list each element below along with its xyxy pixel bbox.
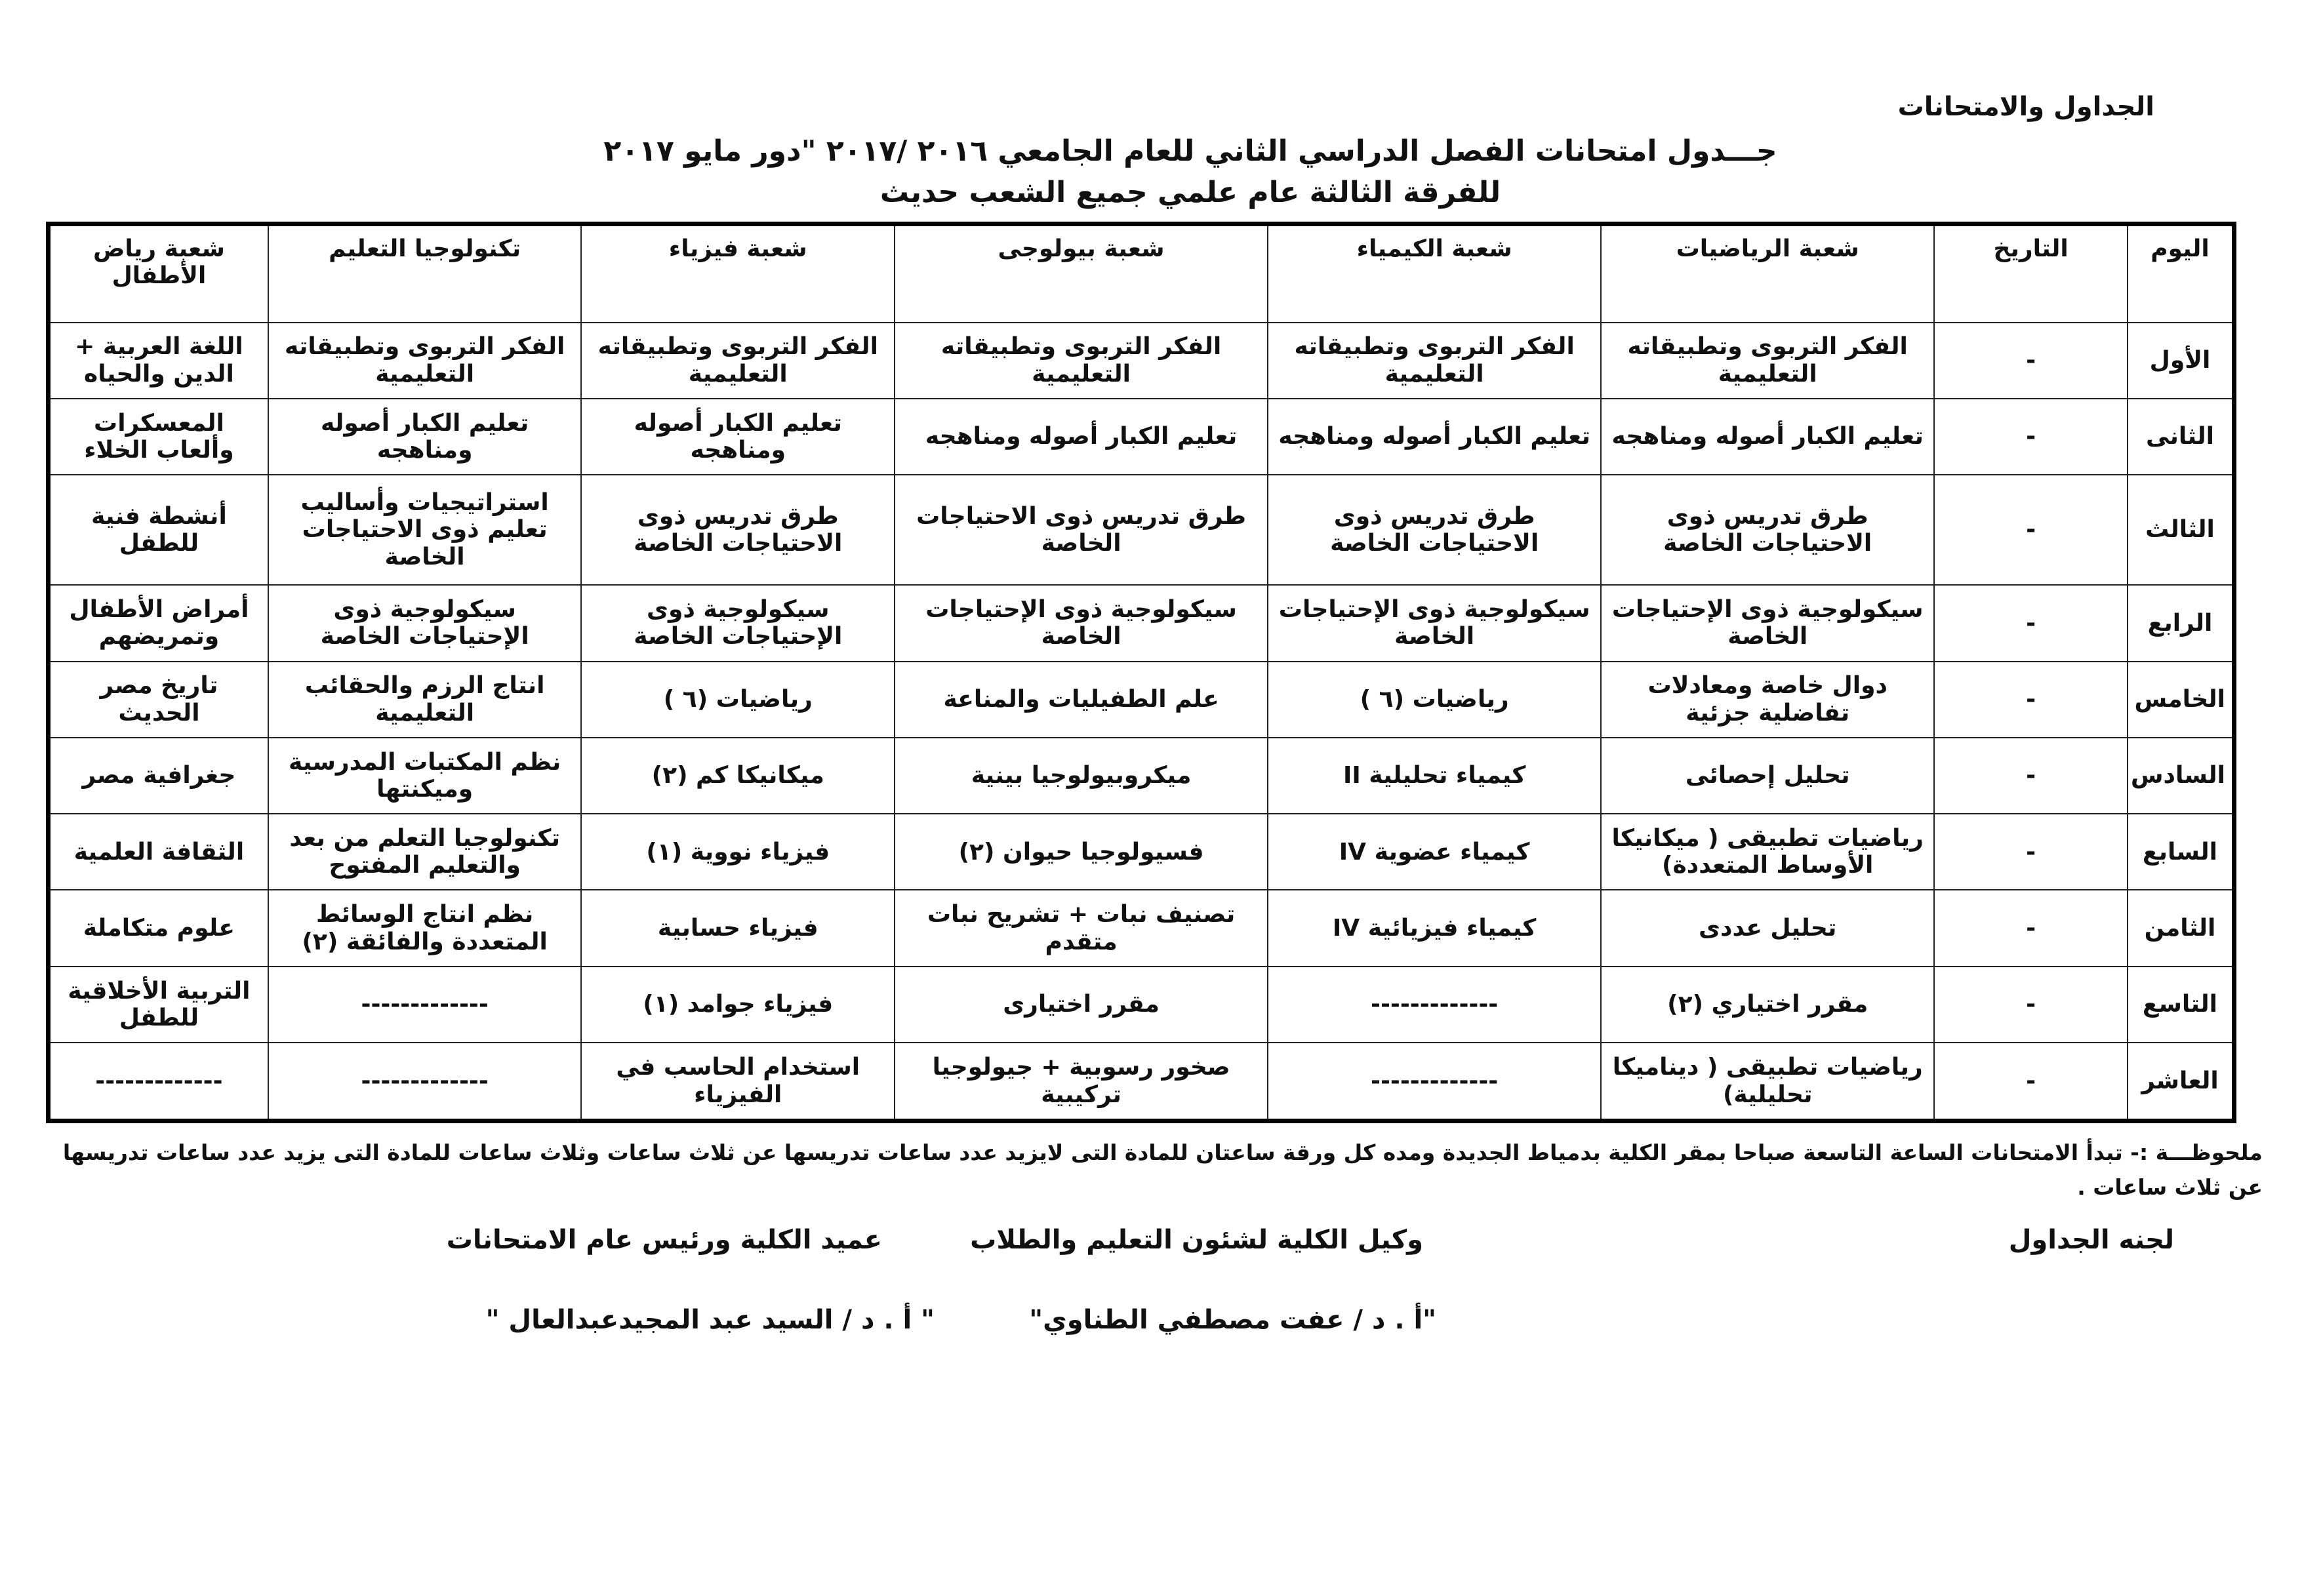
phys-cell: تعليم الكبار أصوله ومناهجه [581,399,895,475]
dean-title: عميد الكلية ورئيس عام الامتحانات [446,1225,882,1255]
header-phys: شعبة فيزياء [581,224,895,323]
day-cell: العاشر [2128,1043,2234,1121]
table-row [49,814,2234,890]
day-cell: الرابع [2128,585,2234,661]
math-cell: رياضيات تطبيقى ( ديناميكا تحليلية) [1601,1043,1934,1121]
kg-cell: تاريخ مصر الحديث [49,662,268,738]
table-row [49,585,2234,661]
dean-name: " أ . د / السيد عبد المجيدعبدالعال " [485,1305,935,1335]
day-cell: السابع [2128,814,2234,890]
chem-cell: كيمياء فيزيائية IV [1268,890,1601,966]
math-cell: مقرر اختياري (٢) [1601,967,1934,1043]
table-row [49,662,2234,738]
kg-cell: اللغة العربية + الدين والحياه [49,323,268,399]
table-header-row [49,224,2234,323]
phys-cell: طرق تدريس ذوى الاحتياجات الخاصة [581,475,895,585]
table-row [49,1043,2234,1121]
tech-cell: انتاج الرزم والحقائب التعليمية [268,662,582,738]
date-cell: - [1934,738,2128,814]
vice-dean-name: "أ . د / عفت مصطفي الطناوي" [1029,1305,1436,1335]
bio-cell: الفكر التربوى وتطبيقاته التعليمية [895,323,1268,399]
date-cell: - [1934,814,2128,890]
tech-cell: سيكولوجية ذوى الإحتياجات الخاصة [268,585,582,661]
math-cell: رياضيات تطبيقى ( ميكانيكا الأوساط المتعددة) [1601,814,1934,890]
day-cell: التاسع [2128,967,2234,1043]
bio-cell: فسيولوجيا حيوان (٢) [895,814,1268,890]
day-cell: الثانى [2128,399,2234,475]
exam-schedule-table [46,222,2236,1123]
header-math: شعبة الرياضيات [1601,224,1934,323]
phys-cell: فيزياء نووية (١) [581,814,895,890]
tech-cell: الفكر التربوى وتطبيقاته التعليمية [268,323,582,399]
chem-cell: تعليم الكبار أصوله ومناهجه [1268,399,1601,475]
chem-cell: ------------- [1268,1043,1601,1121]
phys-cell: ميكانيكا كم (٢) [581,738,895,814]
exam-note [52,1136,2263,1205]
tech-cell: نظم المكتبات المدرسية وميكنتها [268,738,582,814]
table-row [49,738,2234,814]
math-cell: تحليل إحصائى [1601,738,1934,814]
bio-cell: تصنيف نبات + تشريح نبات متقدم [895,890,1268,966]
date-cell: - [1934,475,2128,585]
header-date: التاريخ [1934,224,2128,323]
tech-cell: تعليم الكبار أصوله ومناهجه [268,399,582,475]
chem-cell: سيكولوجية ذوى الإحتياجات الخاصة [1268,585,1601,661]
chem-cell: كيمياء تحليلية II [1268,738,1601,814]
table-row [49,323,2234,399]
header-tech: تكنولوجيا التعليم [268,224,582,323]
kg-cell: جغرافية مصر [49,738,268,814]
tech-cell: استراتيجيات وأساليب تعليم ذوى الاحتياجات الخاصة [268,475,582,585]
schedule-subtitle: للفرقة الثالثة عام علمي جميع الشعب حديث [879,176,1501,209]
tech-cell: ------------- [268,967,582,1043]
table-row [49,967,2234,1043]
phys-cell: رياضيات (٦ ) [581,662,895,738]
department-label: الجداول والامتحانات [1897,92,2154,122]
bio-cell: تعليم الكبار أصوله ومناهجه [895,399,1268,475]
day-cell: الأول [2128,323,2234,399]
chem-cell: ------------- [1268,967,1601,1043]
date-cell: - [1934,323,2128,399]
day-cell: الثالث [2128,475,2234,585]
bio-cell: ميكروبيولوجيا بينية [895,738,1268,814]
vice-dean-title: وكيل الكلية لشئون التعليم والطلاب [970,1225,1423,1255]
tech-cell: نظم انتاج الوسائط المتعددة والفائقة (٢) [268,890,582,966]
schedule-title: جـــدول امتحانات الفصل الدراسي الثاني للعام الجامعي ٢٠١٦ /٢٠١٧ "دور مايو ٢٠١٧ [603,134,1777,168]
math-cell: دوال خاصة ومعادلات تفاضلية جزئية [1601,662,1934,738]
day-cell: الخامس [2128,662,2234,738]
tech-cell: ------------- [268,1043,582,1121]
phys-cell: فيزياء حسابية [581,890,895,966]
chem-cell: طرق تدريس ذوى الاحتياجات الخاصة [1268,475,1601,585]
math-cell: تعليم الكبار أصوله ومناهجه [1601,399,1934,475]
math-cell: سيكولوجية ذوى الإحتياجات الخاصة [1601,585,1934,661]
kg-cell: علوم متكاملة [49,890,268,966]
chem-cell: رياضيات (٦ ) [1268,662,1601,738]
math-cell: تحليل عددى [1601,890,1934,966]
header-day: اليوم [2128,224,2234,323]
date-cell: - [1934,890,2128,966]
bio-cell: طرق تدريس ذوى الاحتياجات الخاصة [895,475,1268,585]
table-row [49,890,2234,966]
date-cell: - [1934,1043,2128,1121]
kg-cell: ------------- [49,1043,268,1121]
kg-cell: أمراض الأطفال وتمريضهم [49,585,268,661]
math-cell: الفكر التربوى وتطبيقاته التعليمية [1601,323,1934,399]
phys-cell: فيزياء جوامد (١) [581,967,895,1043]
date-cell: - [1934,585,2128,661]
bio-cell: صخور رسوبية + جيولوجيا تركيبية [895,1043,1268,1121]
date-cell: - [1934,662,2128,738]
chem-cell: الفكر التربوى وتطبيقاته التعليمية [1268,323,1601,399]
note-text: تبدأ الامتحانات الساعة التاسعة صباحا بمقر الكلية بدمياط الجديدة ومده كل ورقة ساعتان للمادة التى لايزيد عدد ساعات تدريسها عن ثلاث ساعات وثلاث ساعات للمادة التى يزيد عدد ساعات تدريسها عن ثلاث ساعات . [62,1140,2263,1200]
header-chem: شعبة الكيمياء [1268,224,1601,323]
chem-cell: كيمياء عضوية IV [1268,814,1601,890]
phys-cell: الفكر التربوى وتطبيقاته التعليمية [581,323,895,399]
kg-cell: المعسكرات وألعاب الخلاء [49,399,268,475]
phys-cell: استخدام الحاسب في الفيزياء [581,1043,895,1121]
kg-cell: أنشطة فنية للطفل [49,475,268,585]
table-row [49,399,2234,475]
kg-cell: الثقافة العلمية [49,814,268,890]
committee-signature: لجنه الجداول [2008,1225,2174,1255]
bio-cell: سيكولوجية ذوى الإحتياجات الخاصة [895,585,1268,661]
tech-cell: تكنولوجيا التعلم من بعد والتعليم المفتوح [268,814,582,890]
header-bio: شعبة بيولوجى [895,224,1268,323]
bio-cell: علم الطفيليات والمناعة [895,662,1268,738]
bio-cell: مقرر اختيارى [895,967,1268,1043]
math-cell: طرق تدريس ذوى الاحتياجات الخاصة [1601,475,1934,585]
note-label: ملحوظـــة :- [2130,1140,2263,1165]
date-cell: - [1934,967,2128,1043]
table-row [49,475,2234,585]
date-cell: - [1934,399,2128,475]
kg-cell: التربية الأخلاقية للطفل [49,967,268,1043]
day-cell: السادس [2128,738,2234,814]
phys-cell: سيكولوجية ذوى الإحتياجات الخاصة [581,585,895,661]
day-cell: الثامن [2128,890,2234,966]
header-kg: شعبة رياض الأطفال [49,224,268,323]
